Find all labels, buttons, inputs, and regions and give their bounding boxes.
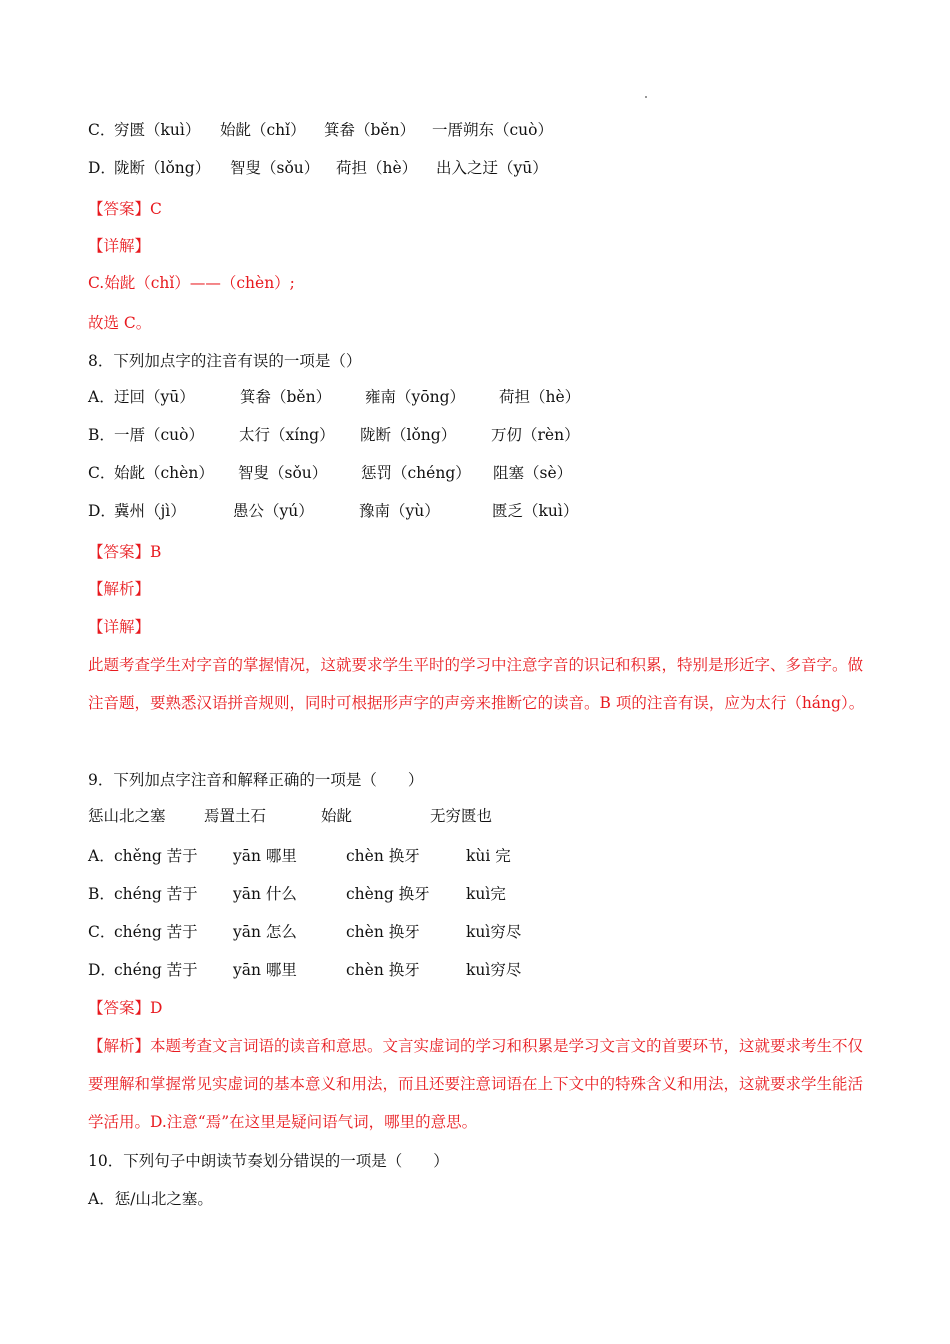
q9-option-c[interactable]: C． chéng 苦于 yān 怎么 chèn 换牙 kuì穷尽 xyxy=(88,923,522,941)
stray-mark xyxy=(645,96,647,98)
q7-detail: C.始龀（chǐ）——（chèn）; xyxy=(88,274,295,292)
q7-detail-label: 【详解】 xyxy=(88,237,151,255)
q7-option-c[interactable]: C． 穷匮（kuì） 始龀（chǐ） 箕畚（běn） 一厝朔东（cuò） xyxy=(88,121,553,139)
q9-option-b[interactable]: B． chéng 苦于 yān 什么 chèng 换牙 kuì完 xyxy=(88,885,506,903)
q8-option-a[interactable]: A． 迂回（yū） 箕畚（běn） 雍南（yōng） 荷担（hè） xyxy=(88,388,581,406)
q8-detail-label: 【详解】 xyxy=(88,618,151,636)
q9-option-a[interactable]: A． chěng 苦于 yān 哪里 chèn 换牙 kùi 完 xyxy=(88,847,511,865)
q8-stem: 8．下列加点字的注音有误的一项是（） xyxy=(88,352,362,370)
q8-option-c[interactable]: C． 始龀（chèn） 智叟（sǒu） 惩罚（chéng） 阻塞（sè） xyxy=(88,464,573,482)
q8-option-d[interactable]: D． 冀州（jì） 愚公（yú） 豫南（yù） 匮乏（kuì） xyxy=(88,502,579,520)
q7-conclusion: 故选 C。 xyxy=(88,314,152,332)
q8-answer: 【答案】B xyxy=(88,543,162,561)
q8-detail: 此题考查学生对字音的掌握情况，这就要求学生平时的学习中注意字音的识记和积累，特别是形近字、多音字。做注音题，要熟悉汉语拼音规则，同时可根据形声字的声旁来推断它的读音。B 项的注音有误，应为太行（háng）。 xyxy=(88,656,865,712)
q8-option-b[interactable]: B． 一厝（cuò） 太行（xíng） 陇断（lǒng） 万仞（rèn） xyxy=(88,426,580,444)
q10-stem: 10．下列句子中朗读节奏划分错误的一项是（ ） xyxy=(88,1152,449,1170)
q9-option-d[interactable]: D． chéng 苦于 yān 哪里 chèn 换牙 kuì穷尽 xyxy=(88,961,522,979)
q10-option-a[interactable]: A．惩/山北之塞。 xyxy=(88,1190,213,1208)
q9-answer: 【答案】D xyxy=(88,999,163,1017)
q9-stem: 9．下列加点字注音和解释正确的一项是（ ） xyxy=(88,771,424,789)
q7-answer: 【答案】C xyxy=(88,200,162,218)
q9-words: 惩山北之塞 焉置土石 始龀 无穷匮也 xyxy=(88,807,493,825)
q9-analysis: 【解析】本题考查文言词语的读音和意思。文言实虚词的学习和积累是学习文言文的首要环节，这就要求考生不仅要理解和掌握常见实虚词的基本意义和用法，而且还要注意词语在上下文中的特殊含义和用法，这就要求学生能活学活用。D.注意“焉”在这里是疑问语气词，哪里的意思。 xyxy=(88,1037,864,1131)
q7-option-d[interactable]: D． 陇断（lǒng） 智叟（sǒu） 荷担（hè） 出入之迂（yū） xyxy=(88,159,548,177)
q8-analysis-label: 【解析】 xyxy=(88,580,151,598)
